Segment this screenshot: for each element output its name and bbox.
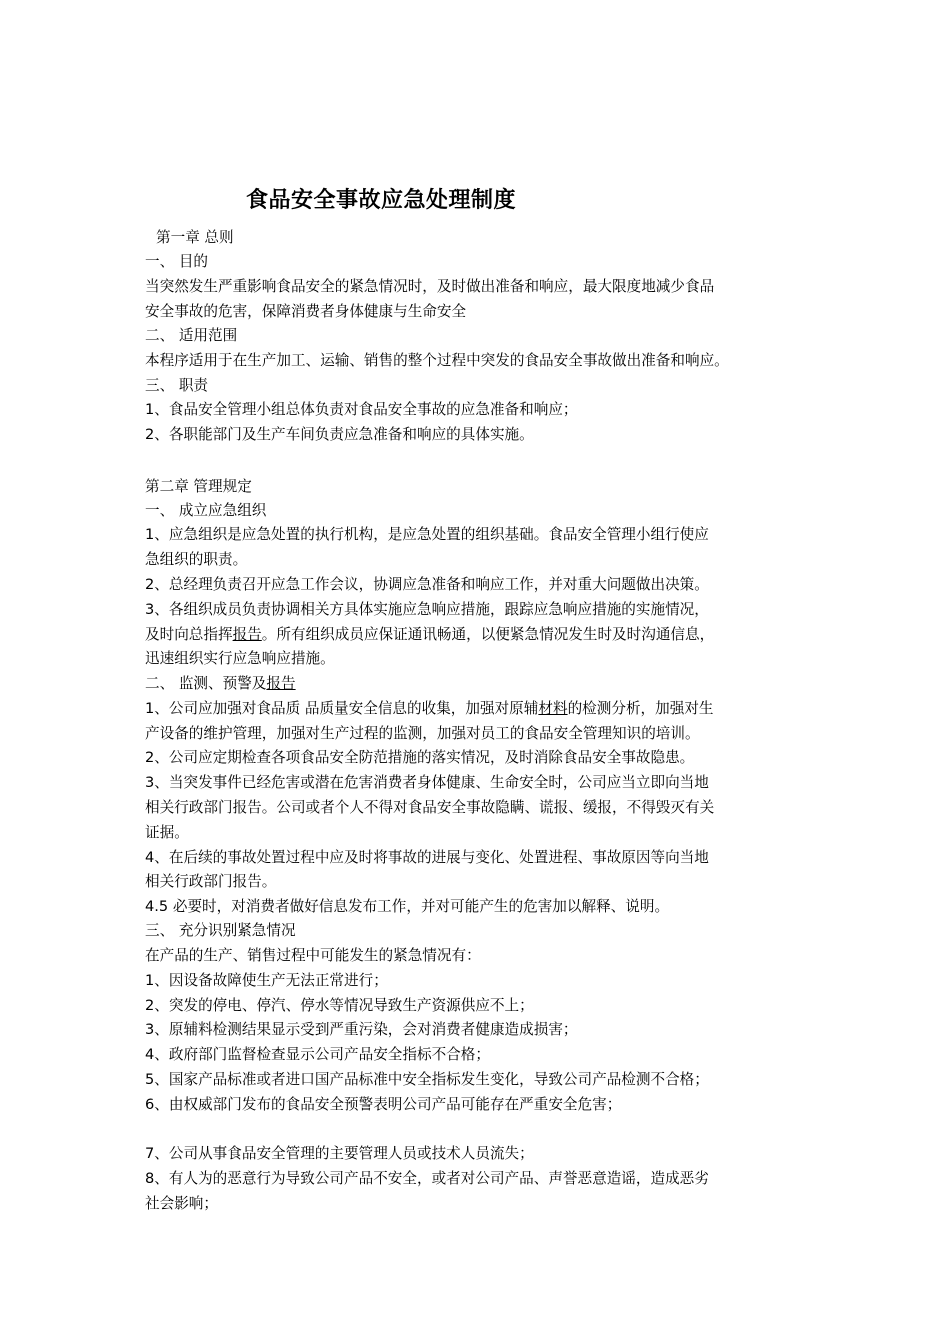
paragraph-line: 当突然发生严重影响食品安全的紧急情况时，及时做出准备和响应，最大限度地减少食品: [145, 278, 715, 295]
list-item: [145, 699, 714, 719]
list-item: 1、因设备故障使生产无法正常进行；: [145, 972, 388, 989]
list-item: 8、有人为的恶意行为导致公司产品不安全，或者对公司产品、声誉恶意造谣，造成恶劣: [145, 1170, 709, 1187]
list-item: 4.5 必要时，对消费者做好信息发布工作，并对可能产生的危害加以解释、说明。: [145, 898, 670, 915]
list-item: 产设备的维护管理，加强对生产过程的监测，加强对员工的食品安全管理知识的培训。: [145, 725, 700, 742]
paragraph-line: 本程序适用于在生产加工、运输、销售的整个过程中突发的食品安全事故做出准备和响应。: [145, 352, 729, 369]
section-heading: 一、 目的: [145, 253, 209, 270]
list-item: [145, 625, 714, 645]
document-title: 食品安全事故应急处理制度: [246, 188, 517, 213]
section-heading: [145, 674, 296, 694]
section-heading: 三、 职责: [145, 377, 209, 394]
list-item: 1、食品安全管理小组总体负责对食品安全事故的应急准备和响应；: [145, 401, 578, 418]
section-heading: 二、 适用范围: [145, 327, 238, 344]
chapter-1-heading: 第一章 总则: [156, 229, 234, 246]
list-item: 急组织的职责。: [145, 551, 248, 568]
list-item: 证据。: [145, 824, 189, 841]
materials-link[interactable]: 材料: [538, 700, 568, 717]
list-item: 相关行政部门报告。: [145, 873, 277, 890]
list-item: 2、公司应定期检查各项食品安全防范措施的落实情况，及时消除食品安全事故隐患。: [145, 749, 695, 766]
list-item: 1、应急组织是应急处置的执行机构，是应急处置的组织基础。食品安全管理小组行使应: [145, 526, 709, 543]
list-item: 6、由权威部门发布的食品安全预警表明公司产品可能存在严重安全危害；: [145, 1096, 622, 1113]
paragraph-line: 安全事故的危害，保障消费者身体健康与生命安全: [145, 303, 467, 320]
list-item: 4、在后续的事故处置过程中应及时将事故的进展与变化、处置进程、事故原因等向当地: [145, 849, 709, 866]
paragraph-line: 在产品的生产、销售过程中可能发生的紧急情况有：: [145, 947, 481, 964]
text-run: 1、公司应加强对食品质 品质量安全信息的收集，加强对原辅: [145, 700, 539, 717]
list-item: 3、当突发事件已经危害或潜在危害消费者身体健康、生命安全时，公司应当立即向当地: [145, 774, 709, 791]
list-item: 7、公司从事食品安全管理的主要管理人员或技术人员流失；: [145, 1145, 534, 1162]
list-item: 4、政府部门监督检查显示公司产品安全指标不合格；: [145, 1046, 490, 1063]
list-item: 3、各组织成员负责协调相关方具体实施应急响应措施，跟踪应急响应措施的实施情况，: [145, 601, 709, 618]
text-run: 及时向总指挥: [145, 626, 233, 643]
section-heading: 三、 充分识别紧急情况: [145, 922, 296, 939]
list-item: 5、国家产品标准或者进口国产品标准中安全指标发生变化，导致公司产品检测不合格；: [145, 1071, 709, 1088]
list-item: 3、原辅料检测结果显示受到严重污染，会对消费者健康造成损害；: [145, 1021, 578, 1038]
text-run: 的检测分析，加强对生: [567, 700, 714, 717]
list-item: 相关行政部门报告。公司或者个人不得对食品安全事故隐瞒、谎报、缓报，不得毁灭有关: [145, 799, 715, 816]
list-item: 社会影响；: [145, 1195, 218, 1212]
text-run: 。所有组织成员应保证通讯畅通，以便紧急情况发生时及时沟通信息，: [261, 626, 715, 643]
text-run: 二、 监测、预警及: [145, 675, 267, 692]
list-item: 2、突发的停电、停汽、停水等情况导致生产资源供应不上；: [145, 997, 534, 1014]
chapter-2-heading: 第二章 管理规定: [145, 478, 252, 495]
report-link[interactable]: 报告: [266, 675, 296, 692]
section-heading: 一、 成立应急组织: [145, 502, 267, 519]
report-link[interactable]: 报告: [232, 626, 262, 643]
list-item: 2、各职能部门及生产车间负责应急准备和响应的具体实施。: [145, 426, 534, 443]
list-item: 2、总经理负责召开应急工作会议，协调应急准备和响应工作，并对重大问题做出决策。: [145, 576, 709, 593]
list-item: 迅速组织实行应急响应措施。: [145, 650, 335, 667]
